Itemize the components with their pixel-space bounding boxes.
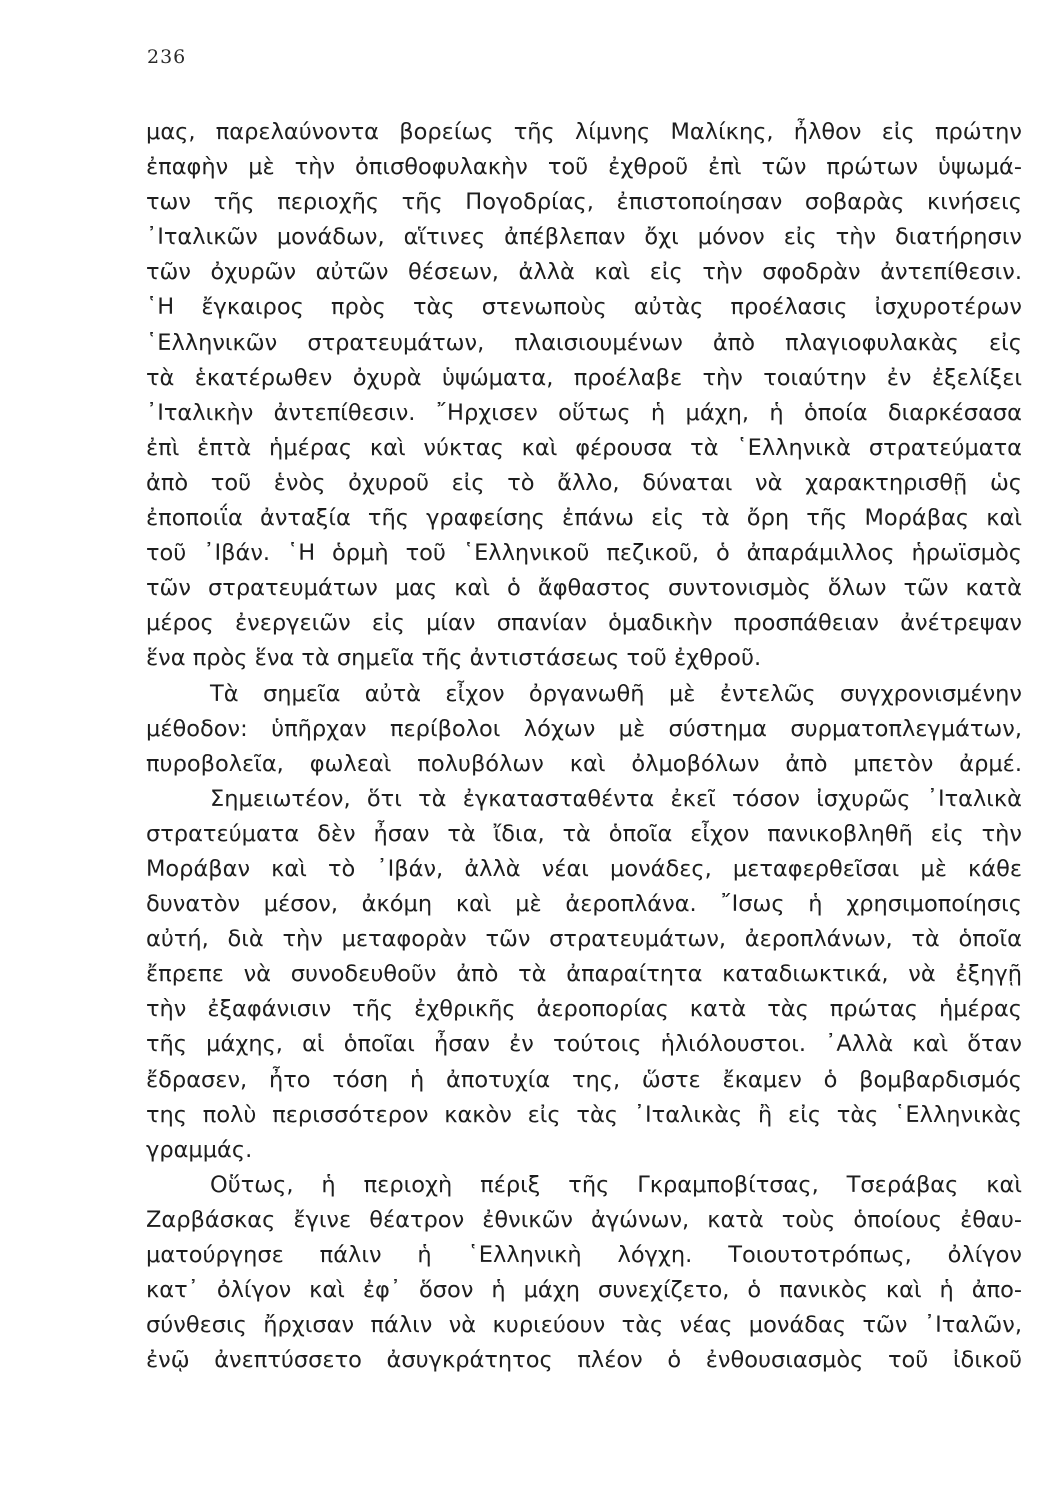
text-line: των τῆς περιοχῆς τῆς Πογοδρίας, ἐπιστοποίησαν σοβαρὰς κινήσεις [146,189,1022,216]
text-line: τὴν ἐξαφάνισιν τῆς ἐχθρικῆς ἀεροπορίας κατὰ τὰς πρώτας ἡμέρας [146,996,1022,1023]
text-line: Σημειωτέον, ὅτι τὰ ἐγκατασταθέντα ἐκεῖ τόσον ἰσχυρῶς ᾿Ιταλικὰ [210,785,1022,812]
text-line: σύνθεσις ἤρχισαν πάλιν νὰ κυριεύουν τὰς νέας μονάδας τῶν ᾿Ιταλῶν, [146,1312,1022,1339]
text-line: ἔπρεπε νὰ συνοδευθοῦν ἀπὸ τὰ ἀπαραίτητα καταδιωκτικά, νὰ ἐξηγῇ [146,961,1022,988]
body-text [146,115,1022,1378]
text-line: ἀπὸ τοῦ ἑνὸς ὀχυροῦ εἰς τὸ ἄλλο, δύναται νὰ χαρακτηρισθῇ ὡς [146,469,1022,496]
text-line: μας, παρελαύνοντα βορείως τῆς λίμνης Μαλίκης, ἦλθον εἰς πρώτην [146,119,1022,145]
text-line: της πολὺ περισσότερον κακὸν εἰς τὰς ᾿Ιταλικὰς ἢ εἰς τὰς ῾Ελληνικὰς [146,1101,1022,1128]
text-line: ᾿Ιταλικῶν μονάδων, αἵτινες ἀπέβλεπαν ὄχι μόνον εἰς τὴν διατήρησιν [146,224,1022,251]
text-line: τοῦ ᾿Ιβάν. ῾Η ὁρμὴ τοῦ ῾Ελληνικοῦ πεζικοῦ, ὁ ἀπαράμιλλος ἡρωϊσμὸς [146,540,1022,567]
text-line: δυνατὸν μέσον, ἀκόμη καὶ μὲ ἀεροπλάνα. ῎Ισως ἡ χρησιμοποίησις [146,891,1022,918]
text-line: Ζαρβάσκας ἔγινε θέατρον ἐθνικῶν ἀγώνων, κατὰ τοὺς ὁποίους ἐθαυ- [146,1206,1022,1233]
text-line: τῆς μάχης, αἱ ὁποῖαι ἦσαν ἐν τούτοις ἡλιόλουστοι. ᾿Αλλὰ καὶ ὅταν [146,1031,1022,1058]
text-line: ῾Ελληνικῶν στρατευμάτων, πλαισιουμένων ἀπὸ πλαγιοφυλακὰς εἰς [146,329,1022,356]
text-line: ἐνῷ ἀνεπτύσσετο ἀσυγκράτητος πλέον ὁ ἐνθουσιασμὸς τοῦ ἰδικοῦ [146,1347,1022,1374]
page-number: 236 [147,46,187,68]
text-line: ἐπαφὴν μὲ τὴν ὀπισθοφυλακὴν τοῦ ἐχθροῦ ἐπὶ τῶν πρώτων ὑψωμά- [146,154,1022,181]
text-line: στρατεύματα δὲν ἦσαν τὰ ἴδια, τὰ ὁποῖα εἶχον πανικοβληθῆ εἰς τὴν [146,820,1022,847]
text-line: ματούργησε πάλιν ἡ ῾Ελληνικὴ λόγχη. Τοιουτοτρόπως, ὀλίγον [146,1242,1022,1268]
text-line: Οὕτως, ἡ περιοχὴ πέριξ τῆς Γκραμποβίτσας, Τσεράβας καὶ [210,1171,1022,1198]
text-line: ἐπὶ ἑπτὰ ἡμέρας καὶ νύκτας καὶ φέρουσα τὰ ῾Ελληνικὰ στρατεύματα [146,434,1022,461]
text-line: πυροβολεῖα, φωλεαὶ πολυβόλων καὶ ὀλμοβόλων ἀπὸ μπετὸν ἀρμέ. [146,750,1022,777]
text-line: αὐτή, διὰ τὴν μεταφορὰν τῶν στρατευμάτων, ἀεροπλάνων, τὰ ὁποῖα [146,926,1022,953]
text-line: γραμμάς. [146,1136,253,1163]
text-line: ῾Η ἔγκαιρος πρὸς τὰς στενωποὺς αὐτὰς προέλασις ἰσχυροτέρων [146,294,1022,321]
text-line: Τὰ σημεῖα αὐτὰ εἶχον ὀργανωθῆ μὲ ἐντελῶς συγχρονισμένην [210,680,1022,707]
text-line: Μοράβαν καὶ τὸ ᾿Ιβάν, ἀλλὰ νέαι μονάδες, μεταφερθεῖσαι μὲ κάθε [146,855,1022,882]
text-line: τὰ ἑκατέρωθεν ὀχυρὰ ὑψώματα, προέλαβε τὴν τοιαύτην ἐν ἐξελίξει [146,364,1022,391]
text-line: κατ᾿ ὀλίγον καὶ ἐφ᾿ ὅσον ἡ μάχη συνεχίζετο, ὁ πανικὸς καὶ ἡ ἀπο- [146,1277,1022,1304]
text-line: ἐποποιΐα ἀνταξία τῆς γραφείσης ἐπάνω εἰς τὰ ὄρη τῆς Μοράβας καὶ [146,505,1022,532]
text-line: τῶν ὀχυρῶν αὐτῶν θέσεων, ἀλλὰ καὶ εἰς τὴν σφοδρὰν ἀντεπίθεσιν. [146,259,1022,286]
text-line: τῶν στρατευμάτων μας καὶ ὁ ἄφθαστος συντονισμὸς ὅλων τῶν κατὰ [146,575,1022,602]
text-line: μέρος ἐνεργειῶν εἰς μίαν σπανίαν ὁμαδικὴν προσπάθειαν ἀνέτρεψαν [146,610,1022,637]
text-line: ἔδρασεν, ἦτο τόση ἡ ἀποτυχία της, ὥστε ἔκαμεν ὁ βομβαρδισμός [146,1066,1022,1093]
text-line: ἕνα πρὸς ἕνα τὰ σημεῖα τῆς ἀντιστάσεως τοῦ ἐχθροῦ. [146,645,762,672]
text-line: μέθοδον: ὑπῆρχαν περίβολοι λόχων μὲ σύστημα συρματοπλεγμάτων, [146,715,1022,742]
text-line: ᾿Ιταλικὴν ἀντεπίθεσιν. ῎Ηρχισεν οὕτως ἡ μάχη, ἡ ὁποία διαρκέσασα [146,399,1022,426]
